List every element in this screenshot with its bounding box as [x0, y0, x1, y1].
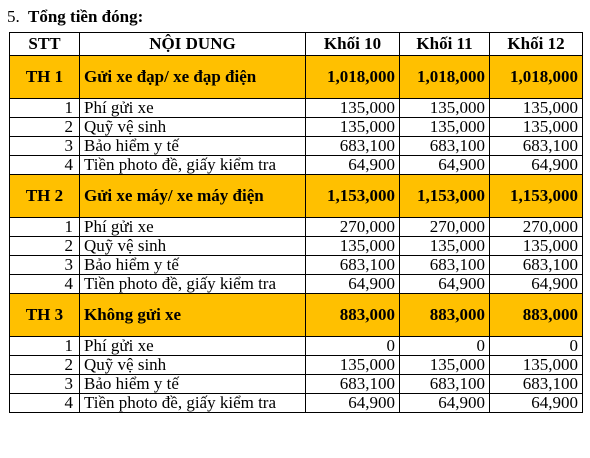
item-stt: 4	[10, 275, 80, 294]
item-stt: 4	[10, 394, 80, 413]
item-stt: 1	[10, 218, 80, 237]
table-row	[10, 375, 583, 394]
item-value-grade-10: 135,000	[306, 237, 400, 256]
item-name: Phí gửi xe	[80, 337, 306, 356]
table-row	[10, 218, 583, 237]
table-row	[10, 337, 583, 356]
section-number: 5.	[7, 7, 20, 26]
item-value-grade-12: 64,900	[490, 156, 583, 175]
table-row	[10, 137, 583, 156]
section-heading	[7, 7, 143, 27]
item-value-grade-11: 135,000	[400, 356, 490, 375]
table-row	[10, 156, 583, 175]
item-value-grade-11: 135,000	[400, 99, 490, 118]
group-total-grade-11: 883,000	[400, 294, 490, 337]
table-row	[10, 99, 583, 118]
group-total-grade-12: 1,018,000	[490, 56, 583, 99]
item-value-grade-12: 64,900	[490, 275, 583, 294]
item-value-grade-12: 270,000	[490, 218, 583, 237]
fee-table	[9, 32, 583, 413]
item-stt: 3	[10, 256, 80, 275]
header-row	[10, 33, 583, 56]
item-name: Bảo hiểm y tế	[80, 137, 306, 156]
item-name: Phí gửi xe	[80, 99, 306, 118]
item-value-grade-10: 135,000	[306, 99, 400, 118]
item-value-grade-12: 135,000	[490, 237, 583, 256]
item-name: Quỹ vệ sinh	[80, 356, 306, 375]
item-stt: 4	[10, 156, 80, 175]
item-name: Quỹ vệ sinh	[80, 118, 306, 137]
item-name: Quỹ vệ sinh	[80, 237, 306, 256]
group-title: Gửi xe đạp/ xe đạp điện	[80, 56, 306, 99]
item-value-grade-10: 64,900	[306, 275, 400, 294]
item-value-grade-10: 0	[306, 337, 400, 356]
group-code: TH 2	[10, 175, 80, 218]
group-total-grade-11: 1,018,000	[400, 56, 490, 99]
item-value-grade-11: 683,100	[400, 256, 490, 275]
item-value-grade-10: 64,900	[306, 394, 400, 413]
table-row	[10, 275, 583, 294]
table-row	[10, 118, 583, 137]
item-stt: 3	[10, 137, 80, 156]
item-value-grade-12: 135,000	[490, 356, 583, 375]
item-stt: 3	[10, 375, 80, 394]
group-total-grade-10: 883,000	[306, 294, 400, 337]
item-stt: 1	[10, 99, 80, 118]
item-value-grade-10: 683,100	[306, 137, 400, 156]
item-value-grade-10: 683,100	[306, 375, 400, 394]
item-name: Phí gửi xe	[80, 218, 306, 237]
item-value-grade-11: 64,900	[400, 275, 490, 294]
item-value-grade-12: 0	[490, 337, 583, 356]
group-title: Gửi xe máy/ xe máy điện	[80, 175, 306, 218]
item-value-grade-11: 64,900	[400, 394, 490, 413]
item-value-grade-10: 135,000	[306, 356, 400, 375]
item-name: Tiền photo đề, giấy kiểm tra	[80, 394, 306, 413]
header-grade-10: Khối 10	[306, 33, 400, 56]
group-title: Không gửi xe	[80, 294, 306, 337]
item-value-grade-10: 683,100	[306, 256, 400, 275]
item-stt: 1	[10, 337, 80, 356]
group-total-grade-10: 1,018,000	[306, 56, 400, 99]
item-name: Tiền photo đề, giấy kiểm tra	[80, 156, 306, 175]
section-title: Tổng tiền đóng:	[28, 7, 144, 26]
group-total-grade-12: 1,153,000	[490, 175, 583, 218]
item-value-grade-12: 135,000	[490, 118, 583, 137]
table-row	[10, 256, 583, 275]
item-value-grade-11: 135,000	[400, 118, 490, 137]
item-value-grade-10: 64,900	[306, 156, 400, 175]
group-total-grade-12: 883,000	[490, 294, 583, 337]
group-total-grade-10: 1,153,000	[306, 175, 400, 218]
item-name: Bảo hiểm y tế	[80, 256, 306, 275]
item-value-grade-12: 683,100	[490, 256, 583, 275]
header-content: NỘI DUNG	[80, 33, 306, 56]
table-row	[10, 237, 583, 256]
group-code: TH 3	[10, 294, 80, 337]
group-row	[10, 56, 583, 99]
group-total-grade-11: 1,153,000	[400, 175, 490, 218]
header-stt: STT	[10, 33, 80, 56]
group-code: TH 1	[10, 56, 80, 99]
header-grade-12: Khối 12	[490, 33, 583, 56]
item-stt: 2	[10, 118, 80, 137]
item-value-grade-12: 64,900	[490, 394, 583, 413]
group-row	[10, 294, 583, 337]
item-name: Bảo hiểm y tế	[80, 375, 306, 394]
item-value-grade-11: 0	[400, 337, 490, 356]
group-row	[10, 175, 583, 218]
item-value-grade-10: 270,000	[306, 218, 400, 237]
header-grade-11: Khối 11	[400, 33, 490, 56]
table-row	[10, 394, 583, 413]
table-row	[10, 356, 583, 375]
item-value-grade-12: 683,100	[490, 137, 583, 156]
item-value-grade-11: 683,100	[400, 375, 490, 394]
item-stt: 2	[10, 237, 80, 256]
item-value-grade-11: 270,000	[400, 218, 490, 237]
item-name: Tiền photo đề, giấy kiểm tra	[80, 275, 306, 294]
item-stt: 2	[10, 356, 80, 375]
item-value-grade-11: 64,900	[400, 156, 490, 175]
item-value-grade-11: 683,100	[400, 137, 490, 156]
item-value-grade-10: 135,000	[306, 118, 400, 137]
item-value-grade-11: 135,000	[400, 237, 490, 256]
item-value-grade-12: 135,000	[490, 99, 583, 118]
item-value-grade-12: 683,100	[490, 375, 583, 394]
